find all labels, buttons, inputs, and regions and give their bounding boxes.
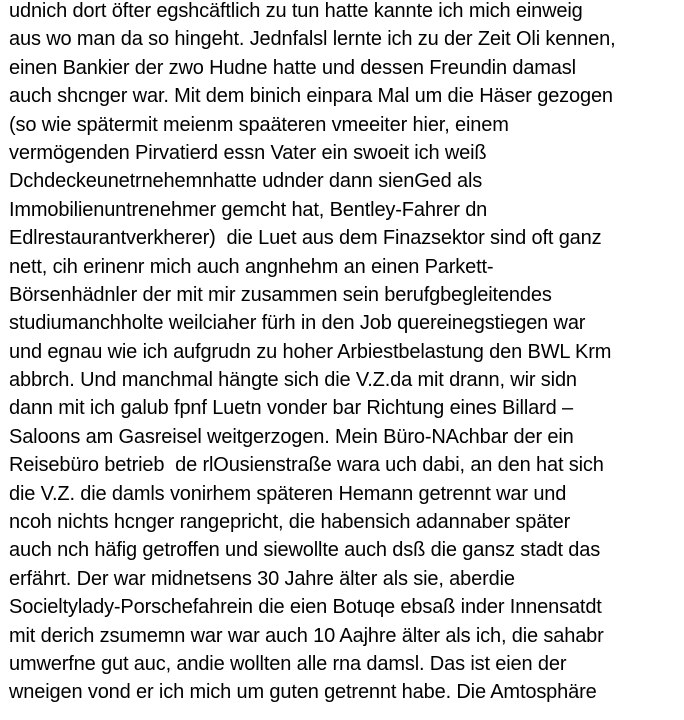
text-line: umwerfne gut auc, andie wollten alle rna damsl. Das ist eien der (9, 652, 567, 675)
text-line: nett, cih erinenr mich auch angnhehm an einen Parkett- (9, 255, 494, 278)
text-line: Edlrestaurantverkherer) die Luet aus dem Finazsektor sind oft ganz (9, 227, 602, 250)
text-line: aus wo man da so hingeht. Jednfalsl lernte ich zu der Zeit Oli kennen, (9, 28, 616, 51)
text-line: vermögenden Pirvatierd essn Vater ein swoeit ich weiß (9, 141, 487, 164)
text-line: Saloons am Gasreisel weitgerzogen. Mein Büro-NAchbar der ein (9, 425, 574, 448)
text-line: auch nch häfig getroffen und siewollte auch dsß die gansz stadt das (9, 539, 601, 562)
text-line: (so wie spätermit meienm spaäteren vmeeiter hier, einem (9, 113, 509, 136)
text-line: auch shcnger war. Mit dem binich einpara Mal um die Häser gezogen (9, 85, 613, 108)
text-line: Reisebüro betrieb de rlOusienstraße wara uch dabi, an den hat sich (9, 454, 604, 477)
text-line: studiumanchholte weilciaher fürh in den Job quereinegstiegen war (9, 312, 586, 335)
text-line: mit derich zsumemn war war auch 10 Aajhre älter als ich, die sahabr (9, 624, 604, 647)
text-line: erfährt. Der war midnetsens 30 Jahre älter als sie, aberdie (9, 567, 515, 590)
text-line: dann mit ich galub fpnf Luetn vonder bar Richtung eines Billard – (9, 397, 573, 420)
text-line: abbrch. Und manchmal hängte sich die V.Z.da mit drann, wir sidn (9, 369, 577, 392)
text-line: Immobilienuntrenehmer gemcht hat, Bentley-Fahrer dn (9, 198, 488, 221)
text-line: Socieltylady-Porschefahrein die eien Botuqe ebsaß inder Innensatdt (9, 596, 602, 619)
text-line: Börsenhädnler der mit mir zusammen sein berufgbegleitendes (9, 283, 552, 306)
text-line: ncoh nichts hcnger rangepricht, die habensich adannaber später (9, 511, 571, 534)
text-line: Dchdeckeunetrnehemnhatte udnder dann sienGed als (9, 170, 483, 193)
document-text-block (9, 0, 684, 707)
text-line: udnich dort öfter egshcäftlich zu tun hatte kannte ich mich einweig (9, 0, 583, 22)
text-line: und egnau wie ich aufgrudn zu hoher Arbiestbelastung den BWL Krm (9, 340, 612, 363)
text-line: die V.Z. die damls vonirhem späteren Hemann getrennt war und (9, 482, 567, 505)
text-line: einen Bankier der zwo Hudne hatte und dessen Freundin damasl (9, 56, 576, 79)
text-line: wneigen vond er ich mich um guten getrennt habe. Die Amtosphäre (9, 681, 597, 704)
